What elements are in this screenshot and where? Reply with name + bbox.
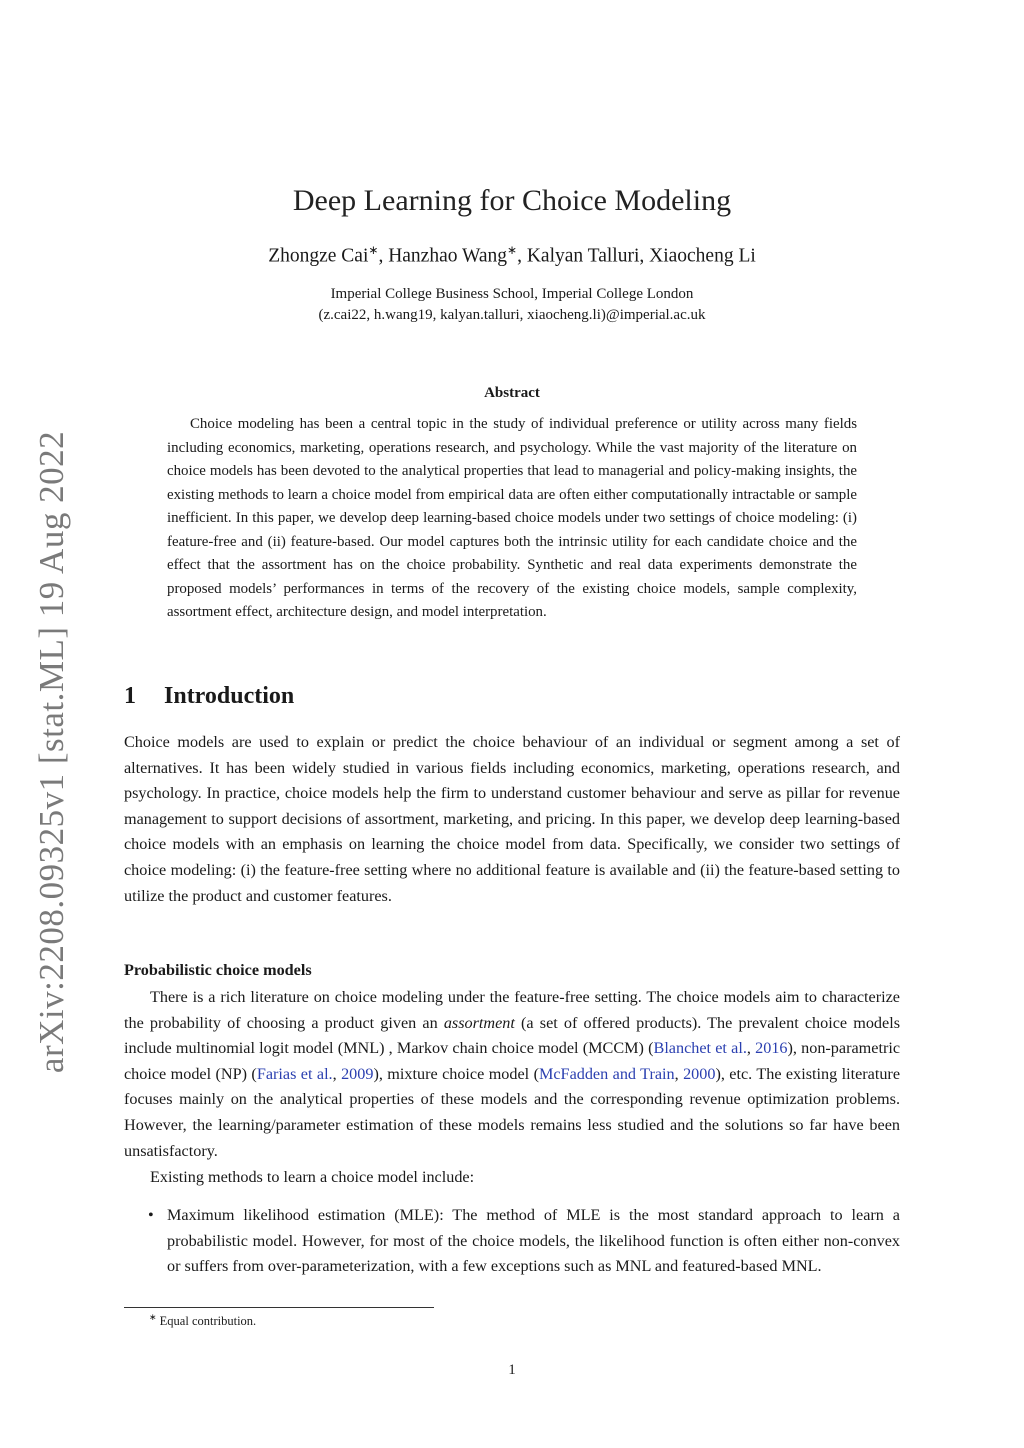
citation-separator: , [746, 1039, 756, 1058]
page-number: 1 [508, 1362, 516, 1378]
citation-farias-year[interactable]: 2009 [341, 1064, 374, 1083]
equal-contribution-mark: ∗ [368, 243, 379, 257]
footnote-divider [124, 1307, 434, 1308]
citation-mcfadden-name[interactable]: McFadden and Train [538, 1064, 675, 1083]
section-title: Introduction [164, 683, 295, 709]
bullet-icon: • [148, 1206, 154, 1224]
citation-farias-name[interactable]: Farias et al. [256, 1064, 333, 1083]
paragraph-text: ), mixture choice model ( [373, 1064, 539, 1083]
existing-methods-lead: Existing methods to learn a choice model include: [150, 1168, 475, 1186]
list-item-text: Maximum likelihood estimation (MLE): The method of MLE is the most standard approach to learn a probabilistic model. However, for most of the choice models, the likelihood function is often either non-convex or suffers from over-parameterization, with a few exceptions such as MNL and featured-based MNL. [167, 1206, 900, 1276]
citation-mcfadden-year[interactable]: 2000 [683, 1064, 716, 1083]
paragraph-text: (a set of offered products). The prevalent choice models include multinomial logit model (MNL) , Markov chain choice model (MCCM) ( [124, 1013, 900, 1058]
equal-contribution-mark: ∗ [507, 243, 518, 257]
author-text: , Hanzhao Wang [378, 245, 508, 267]
paper-title: Deep Learning for Choice Modeling [292, 184, 732, 217]
intro-paragraph: Choice models are used to explain or predict the choice behaviour of an individual or segment among a set of alternatives. It has been widely studied in various fields including economics, marketing, operations research, and psychology. In practice, choice models help the firm to understand customer behaviour and serve as pillar for revenue management to support decisions of assortment, marketing, and pricing. In this paper, we develop deep learning-based choice models with an emphasis on learning the choice model from data. Specifically, we consider two settings of choice modeling: (i) the feature-free setting where no additional feature is available and (ii) the feature-based setting to utilize the product and customer features. [124, 733, 900, 905]
probabilistic-paragraph [124, 985, 900, 1164]
citation-separator: , [674, 1064, 684, 1083]
affiliation-emails: (z.cai22, h.wang19, kalyan.talluri, xiaocheng.li)@imperial.ac.uk [318, 307, 706, 323]
author-list [0, 243, 1024, 268]
footnote [149, 1312, 256, 1329]
emphasis-assortment: assortment [443, 1013, 515, 1032]
abstract-heading: Abstract [484, 385, 540, 401]
subheading-probabilistic-choice-models: Probabilistic choice models [124, 961, 312, 979]
paragraph-text: ), non-parametric choice model (NP) ( [124, 1039, 901, 1083]
citation-blanchet-year[interactable]: 2016 [755, 1039, 788, 1058]
citation-separator: , [332, 1064, 342, 1083]
paragraph-text: There is a rich literature on choice modeling under the feature-free setting. The choice models aim to characterize the probability of choosing a product given an [124, 988, 900, 1032]
paragraph-text: ), etc. The existing literature focuses mainly on the analytical properties of these models and the corresponding revenue optimization problems. However, the learning/parameter estimation of these models remains less studied and the solutions so far have been unsatisfactory. [124, 1064, 901, 1160]
abstract-body: Choice modeling has been a central topic in the study of individual preference or utility across many fields including economics, marketing, operations research, and psychology. While the vast majority of the literature on choice models has been devoted to the analytical properties that lead to managerial and policy-making insights, the existing methods to learn a choice model from empirical data are often either computationally intractable or sample inefficient. In this paper, we develop deep learning-based choice models under two settings of choice modeling: (i) feature-free and (ii) feature-based. Our model captures both the intrinsic utility for each candidate choice and the effect that the assortment has on the choice probability. Synthetic and real data experiments demonstrate the proposed models’ performances in terms of the recovery of the existing choice models, sample complexity, assortment effect, architecture design, and model interpretation. [167, 416, 857, 620]
arxiv-stamp: arXiv:2208.09325v1 [stat.ML] 19 Aug 2022 [32, 430, 71, 1074]
affiliation [0, 284, 1024, 326]
section-number: 1 [124, 683, 136, 709]
author-text: Zhongze Cai [268, 245, 369, 267]
author-text: , Kalyan Talluri, Xiaocheng Li [517, 245, 756, 267]
list-item [124, 1203, 900, 1280]
footnote-text: Equal contribution. [156, 1314, 257, 1329]
affiliation-institution: Imperial College Business School, Imperial College London [330, 286, 694, 302]
section-heading-introduction [124, 683, 294, 710]
methods-list [124, 1203, 900, 1280]
citation-blanchet-name[interactable]: Blanchet et al. [653, 1039, 747, 1058]
footnote-mark: ∗ [149, 1312, 157, 1322]
